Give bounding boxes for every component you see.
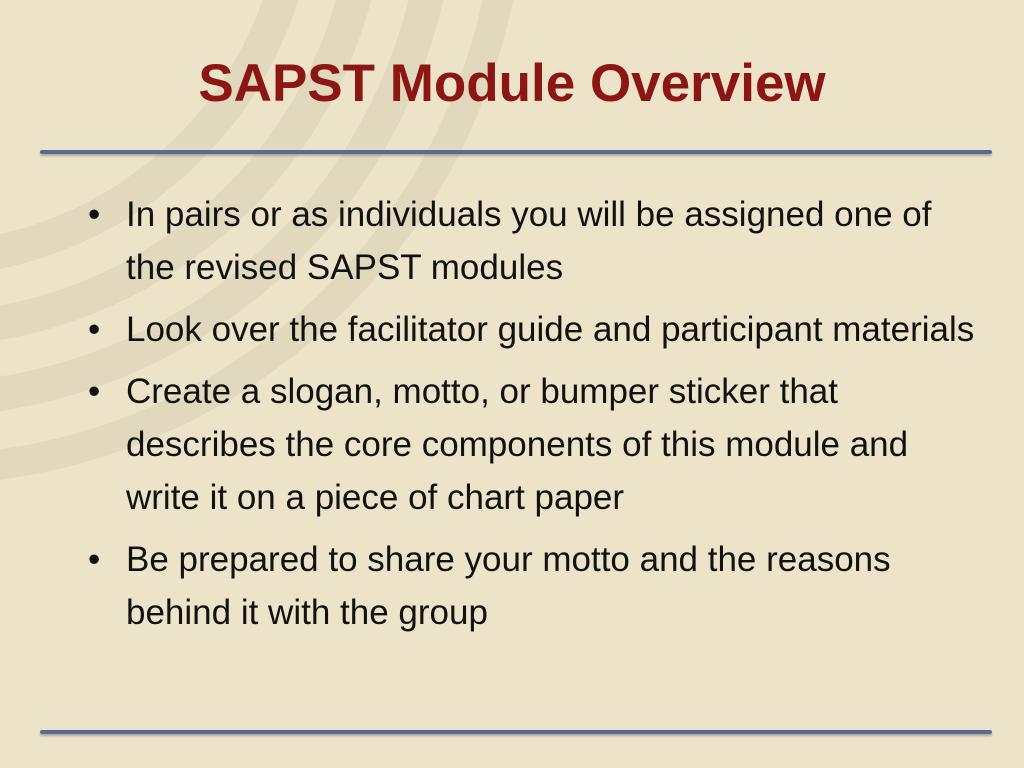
bullet-icon: • <box>88 372 101 411</box>
bullet-icon: • <box>88 195 101 234</box>
bullet-list <box>88 188 988 648</box>
bullet-text: Create a slogan, motto, or bumper sticker that describes the core components of this module and write it on a piece of chart paper <box>126 372 909 517</box>
bullet-text: Look over the facilitator guide and participant materials <box>126 310 975 349</box>
bullet-icon: • <box>88 540 101 579</box>
bullet-item <box>88 188 988 294</box>
bullet-item <box>88 533 988 639</box>
bullet-text: Be prepared to share your motto and the reasons behind it with the group <box>126 540 891 632</box>
bullet-icon: • <box>88 310 101 349</box>
title-divider <box>40 150 992 154</box>
bullet-item <box>88 303 988 356</box>
footer-divider <box>40 730 992 734</box>
bullet-text: In pairs or as individuals you will be assigned one of the revised SAPST modules <box>126 195 932 287</box>
bullet-item <box>88 365 988 524</box>
slide-title: SAPST Module Overview <box>198 54 826 113</box>
